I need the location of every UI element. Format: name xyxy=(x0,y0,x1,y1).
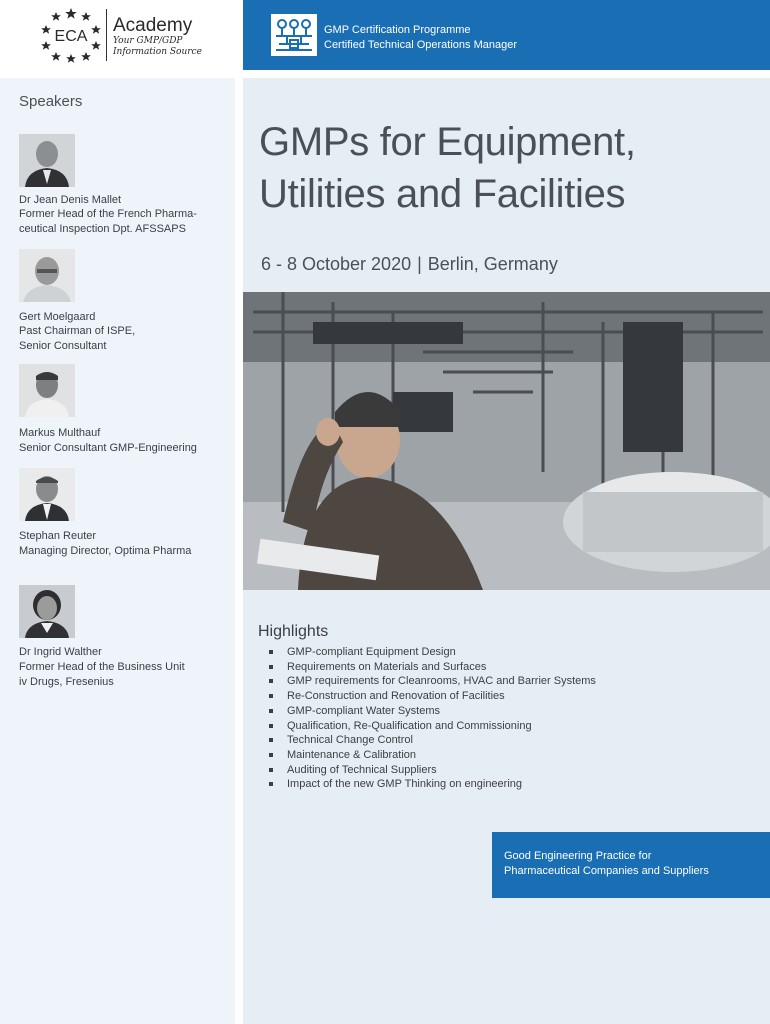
bullet-icon xyxy=(269,738,273,742)
programme-header xyxy=(243,0,770,70)
list-item-text: GMP-compliant Equipment Design xyxy=(287,646,456,658)
speaker-photo-walther xyxy=(19,585,75,638)
speaker-role: iv Drugs, Fresenius xyxy=(19,676,114,688)
logo-name: Academy xyxy=(113,15,193,36)
logo-divider xyxy=(106,9,107,61)
promo-line2: Pharmaceutical Companies and Suppliers xyxy=(504,865,709,877)
speaker-role: Managing Director, Optima Pharma xyxy=(19,545,192,557)
event-date-location xyxy=(261,254,558,275)
list-item-text: GMP requirements for Cleanrooms, HVAC and Barrier Systems xyxy=(287,675,596,688)
speaker-role: Senior Consultant xyxy=(19,340,107,352)
bullet-icon xyxy=(269,679,273,683)
event-location: Berlin, Germany xyxy=(427,254,558,274)
speaker-name: Dr Jean Denis Mallet xyxy=(19,194,122,206)
star-ring-icon xyxy=(38,6,104,64)
speaker-name: Stephan Reuter xyxy=(19,530,97,542)
speaker-role: Senior Consultant GMP-Engineering xyxy=(19,442,197,454)
bullet-icon xyxy=(269,665,273,669)
promo-text xyxy=(504,849,709,879)
hero-photo xyxy=(243,292,770,590)
bullet-icon xyxy=(269,724,273,728)
bullet-icon xyxy=(269,694,273,698)
speaker-role: Past Chairman of ISPE, xyxy=(19,325,136,337)
bullet-icon xyxy=(269,782,273,786)
list-item-text: Auditing of Technical Suppliers xyxy=(287,763,437,776)
list-item-text: Re-Construction and Renovation of Facilities xyxy=(287,690,505,703)
list-item xyxy=(268,763,596,778)
logo-tagline-line1: Your GMP/GDP xyxy=(113,36,183,46)
speaker-photo-mallet xyxy=(19,134,75,187)
list-item xyxy=(268,719,596,734)
equipment-pipes-icon xyxy=(271,14,317,56)
speaker-name: Gert Moelgaard xyxy=(19,311,96,323)
list-item-text: Requirements on Materials and Surfaces xyxy=(287,660,487,673)
highlights-list xyxy=(268,645,596,792)
page-title-line1: GMPs for Equipment, xyxy=(259,120,636,164)
list-item-text: GMP-compliant Water Systems xyxy=(287,704,441,717)
list-item xyxy=(268,733,596,748)
list-item xyxy=(268,660,596,675)
logo-tagline-line2: Information Source xyxy=(113,47,202,57)
list-item-text: Impact of the new GMP Thinking on engineering xyxy=(287,778,523,791)
speaker-role: Former Head of the Business Unit xyxy=(19,661,185,673)
list-item-text: Qualification, Re-Qualification and Commissioning xyxy=(287,719,532,732)
logo-tagline xyxy=(113,36,202,58)
speakers-heading: Speakers xyxy=(19,93,83,110)
highlights-heading: Highlights xyxy=(258,623,329,640)
programme-subtitle: Certified Technical Operations Manager xyxy=(324,39,518,51)
event-separator: | xyxy=(417,254,422,274)
speaker-role: ceutical Inspection Dpt. AFSSAPS xyxy=(19,223,186,235)
promo-box xyxy=(492,832,770,898)
eca-academy-logo xyxy=(0,0,235,70)
page-title-line2: Utilities and Facilities xyxy=(259,172,626,216)
bullet-icon xyxy=(269,768,273,772)
programme-title: GMP Certification Programme xyxy=(324,24,471,36)
bullet-icon xyxy=(269,753,273,757)
list-item-text: Maintenance & Calibration xyxy=(287,748,417,761)
speaker-role: Former Head of the French Pharma- xyxy=(19,208,197,220)
bullet-icon xyxy=(269,709,273,713)
logo-badge-text: ECA xyxy=(54,28,88,45)
list-item xyxy=(268,645,596,660)
bullet-icon xyxy=(269,650,273,654)
list-item xyxy=(268,689,596,704)
speaker-photo-reuter xyxy=(19,468,75,521)
promo-line1: Good Engineering Practice for xyxy=(504,850,652,862)
speaker-name: Markus Multhauf xyxy=(19,427,101,439)
speaker-name: Dr Ingrid Walther xyxy=(19,646,102,658)
list-item xyxy=(268,704,596,719)
speaker-photo-moelgaard xyxy=(19,249,75,302)
speaker-photo-multhauf xyxy=(19,364,75,417)
list-item xyxy=(268,777,596,792)
event-dates: 6 - 8 October 2020 xyxy=(261,254,412,274)
list-item-text: Technical Change Control xyxy=(287,734,413,747)
list-item xyxy=(268,674,596,689)
list-item xyxy=(268,748,596,763)
